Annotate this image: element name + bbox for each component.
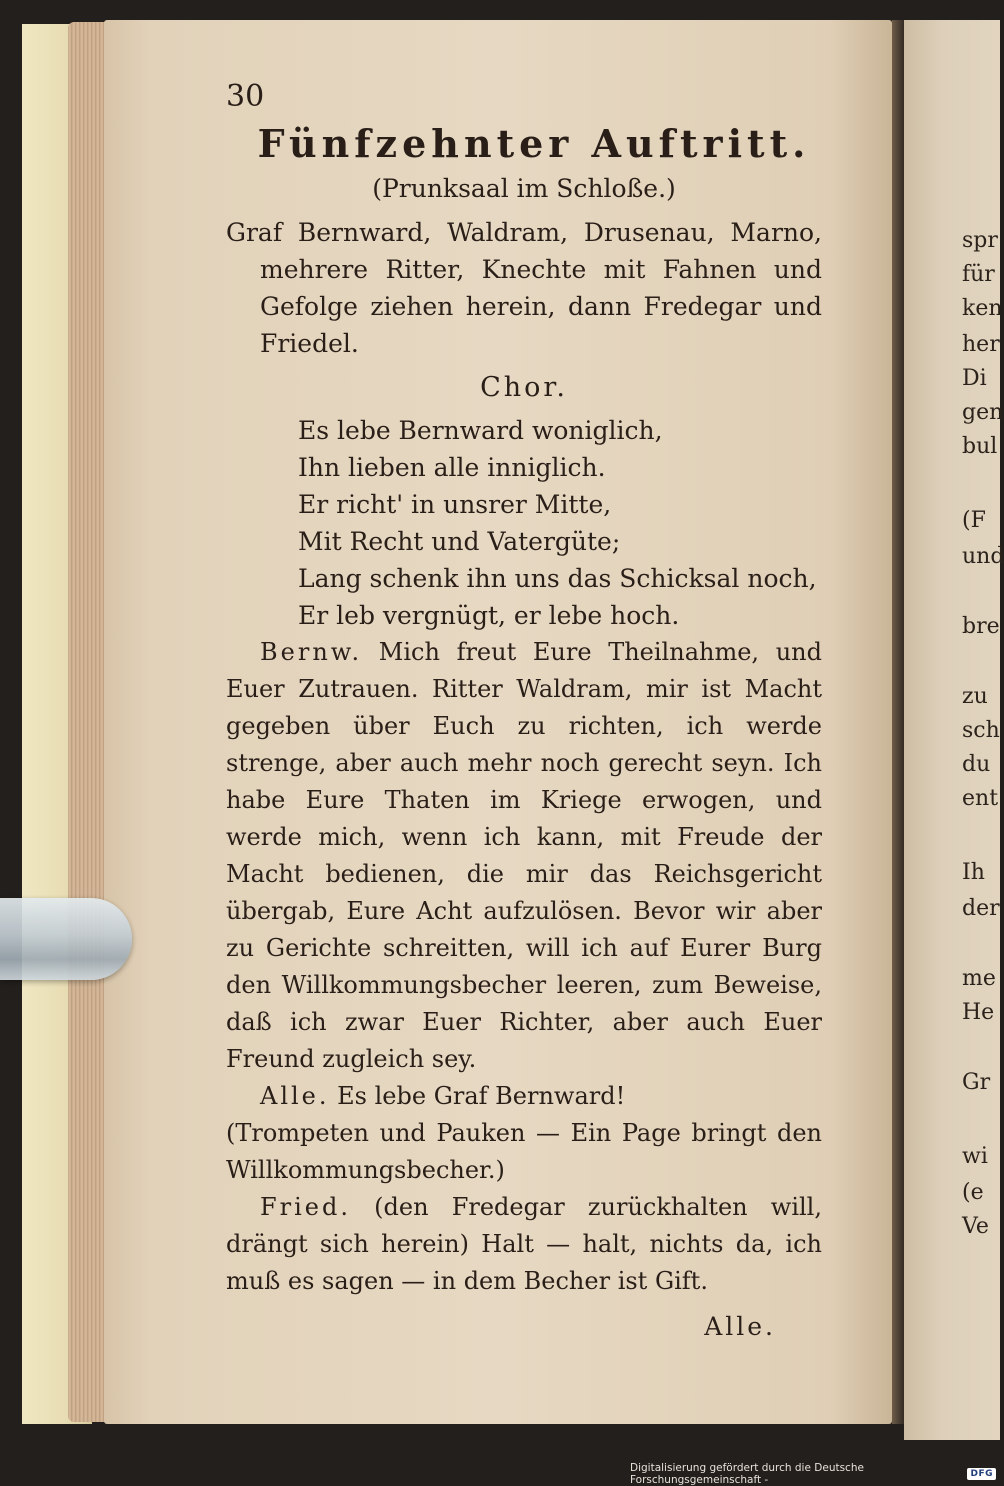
dialogue-text: Es lebe Graf Bernward! — [337, 1082, 626, 1110]
stage-aside: (den Fredegar zurückhalten will, drängt sich herein) — [226, 1193, 822, 1258]
facing-fragment: her — [962, 332, 1000, 357]
facing-fragment: du — [962, 752, 991, 777]
stage-setting: (Prunksaal im Schloße.) — [372, 174, 676, 203]
facing-fragment: spr — [962, 228, 998, 253]
facing-fragment: Ve — [962, 1214, 989, 1239]
footer-text: Digitalisierung gefördert durch die Deutsche Forschungsgemeinschaft - — [630, 1461, 864, 1486]
facing-fragment: (e — [962, 1180, 984, 1205]
scene-title: Fünfzehnter Auftritt. — [257, 121, 811, 166]
facing-fragment: ent — [962, 786, 999, 811]
chorus-verse: Mit Recht und Vatergüte; — [298, 527, 621, 556]
digitization-footer — [630, 1461, 1000, 1486]
speaker-name: Bernw. — [260, 638, 363, 666]
chorus-verse: Er richt' in unsrer Mitte, — [298, 490, 612, 519]
dialogue-paragraph — [226, 1189, 822, 1300]
chorus-verse: Es lebe Bernward woniglich, — [298, 416, 663, 445]
speaker-name: Alle. — [260, 1082, 330, 1110]
facing-fragment: me — [962, 966, 996, 991]
chorus-verse: Er leb vergnügt, er lebe hoch. — [298, 601, 680, 630]
facing-fragment: gen — [962, 400, 1004, 425]
cast-list: Graf Bernward, Waldram, Drusenau, Marno, mehrere Ritter, Knechte mit Fahnen und Gefolge ziehen herein, dann Fredegar und Friedel. — [226, 218, 822, 358]
facing-fragment: Di — [962, 366, 987, 391]
facing-fragment: bre — [962, 614, 1000, 639]
facing-fragment: ken — [962, 296, 1003, 321]
catchword: Alle. — [704, 1312, 776, 1341]
page-number: 30 — [226, 79, 265, 114]
facing-fragment: wi — [962, 1144, 988, 1169]
chorus-heading: Chor. — [480, 372, 568, 403]
dialogue-text: Halt — halt, nichts da, ich muß es sagen — in dem Becher ist Gift. — [226, 1230, 822, 1295]
dialogue-paragraph — [226, 1078, 822, 1115]
facing-fragment: He — [962, 1000, 995, 1025]
facing-fragment: zu — [962, 684, 988, 709]
facing-fragment: der — [962, 896, 1000, 921]
facing-fragment: (F — [962, 508, 986, 533]
facing-fragment: für — [962, 262, 995, 287]
facing-fragment: sch — [962, 718, 1000, 743]
chorus-verse: Ihn lieben alle inniglich. — [298, 453, 606, 482]
page-text — [226, 80, 822, 1345]
facing-fragment: Ih — [962, 860, 985, 885]
facing-fragment: und — [962, 544, 1004, 569]
dialogue-text: Mich freut Eure Theilnahme, und Euer Zutrauen. Ritter Waldram, mir ist Macht gegeben über Euch zu richten, ich werde strenge, aber auch mehr noch gerecht seyn. Ich habe Eure Thaten im Kriege erwogen, und werde mich, wenn ich kann, mit Freude der Macht bedienen, die mir das Reichsgericht übergab, Eure Acht aufzulösen. Bevor wir aber zu Gerichte schreitten, will ich auf Eurer Burg den Willkommungsbecher leeren, zum Beweise, daß ich zwar Euer Richter, aber auch Euer Freund zugleich sey. — [226, 638, 822, 1073]
facing-fragment: Gr — [962, 1070, 991, 1095]
facing-fragment: bul — [962, 434, 998, 459]
page-holder-clip — [0, 898, 132, 980]
stage-direction: (Trompeten und Pauken — Ein Page bringt den Willkommungsbecher.) — [226, 1119, 822, 1184]
speaker-name: Fried. — [260, 1193, 351, 1221]
dialogue-paragraph — [226, 634, 822, 1078]
chorus-verse: Lang schenk ihn uns das Schicksal noch, — [298, 564, 817, 593]
dfg-logo: DFG — [967, 1468, 996, 1480]
